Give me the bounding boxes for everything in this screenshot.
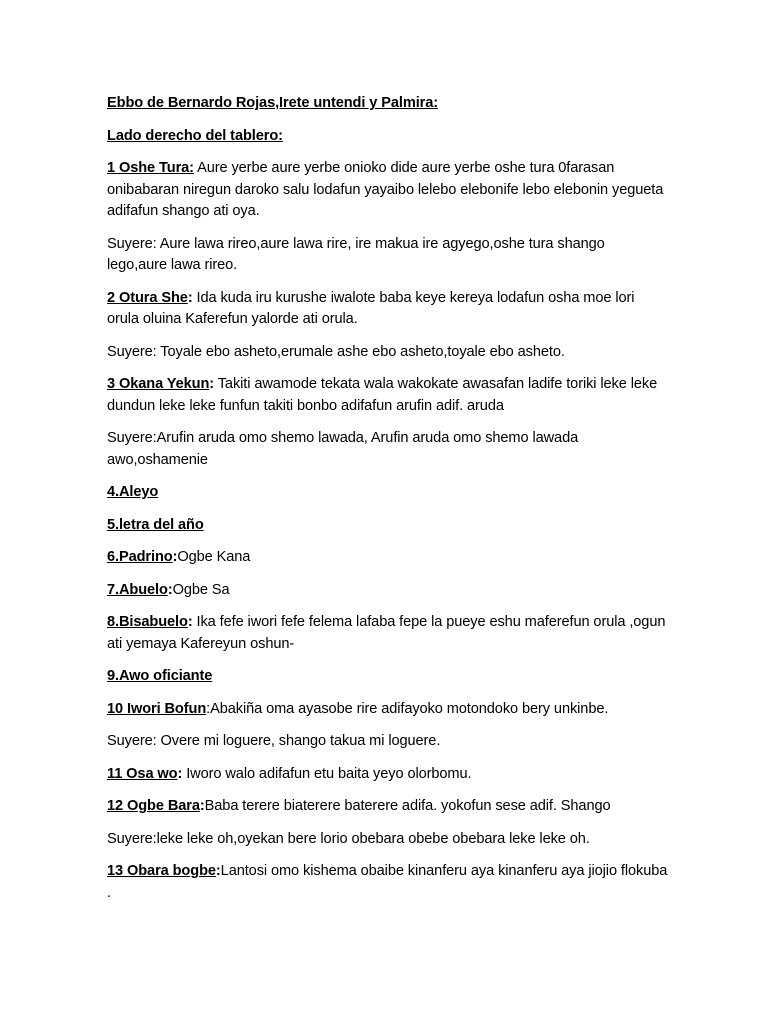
item-text: Ika fefe iwori fefe felema lafaba fepe la pueye eshu maferefun orula ,ogun ati yemaya Kafereyun oshun- [107,614,666,652]
paragraph-awo-oficiante [107,666,668,688]
item-text: Baba terere biaterere baterere adifa. yokofun sese adif. Shango [204,798,611,814]
item-label: 9.Awo oficiante [107,668,213,684]
item-text: Ida kuda iru kurushe iwalote baba keye kereya lodafun osha moe lori orula oluina Kaferefun yalorde ati orula. [107,289,635,327]
item-colon: : [167,581,173,598]
paragraph-oshe-tura [107,158,668,223]
item-label: 13 Obara bogbe [107,863,216,879]
item-colon: : [215,863,221,879]
section-heading [107,126,668,148]
item-text: Iworo walo adifafun etu baita yeyo olorbomu. [182,765,472,782]
paragraph-bisabuelo [107,612,668,655]
paragraph-suyere [107,234,668,277]
item-text: Suyere: Overe mi loguere, shango takua mi loguere. [107,733,441,749]
paragraph-suyere [107,829,668,851]
item-colon: : [187,614,193,630]
paragraph-abuelo [107,580,668,602]
item-label: 1 Oshe Tura: [107,160,194,176]
item-colon: : [172,549,178,565]
paragraph-suyere [107,342,668,364]
item-colon: : [187,289,193,306]
item-label: 6.Padrino [107,549,173,565]
section-text: Lado derecho del tablero: [107,127,283,144]
item-text: Lantosi omo kishema obaibe kinanferu aya kinanferu aya jiojio flokuba . [107,863,668,901]
paragraph-osa-wo [107,764,668,786]
item-label: 12 Ogbe Bara [107,798,200,814]
item-text: Ogbe Kana [177,549,251,565]
item-text: Aure yerbe aure yerbe onioko dide aure yerbe oshe tura 0farasan onibabaran niregun daroko salu lodafun yayaibo lelebo elebonife lebo elebonin yegueta adifafun shango ati oya. [107,160,664,219]
item-label: 5.letra del año [107,516,204,533]
item-label: 11 Osa wo [107,765,178,782]
item-label: 2 Otura She [107,289,188,306]
paragraph-obara-bogbe [107,861,668,904]
paragraph-iwori-bofun [107,699,668,721]
item-text: Suyere:Arufin aruda omo shemo lawada, Arufin aruda omo shemo lawada awo,oshamenie [107,430,579,468]
paragraph-letra-del-ano [107,515,668,537]
paragraph-ogbe-bara [107,796,668,818]
document-title [107,93,668,115]
item-text: Ogbe Sa [172,581,230,598]
paragraph-okana-yekun [107,374,668,417]
item-colon: : [209,376,215,392]
paragraph-aleyo [107,482,668,504]
item-label: 3 Okana Yekun [107,376,210,392]
paragraph-padrino [107,547,668,569]
item-label: 8.Bisabuelo [107,614,188,630]
item-text: Suyere:leke leke oh,oyekan bere lorio obebara obebe obebara leke leke oh. [107,830,590,847]
item-colon: : [177,765,183,782]
item-text: Suyere: Toyale ebo asheto,erumale ashe ebo asheto,toyale ebo asheto. [107,343,565,360]
title-text: Ebbo de Bernardo Rojas,Irete untendi y Palmira: [107,95,439,111]
item-label: 4.Aleyo [107,484,159,500]
item-colon: : [199,798,205,814]
paragraph-suyere [107,428,668,471]
paragraph-suyere [107,731,668,753]
item-text: Takiti awamode tekata wala wakokate awasafan ladife toriki leke leke dundun leke leke funfun takiti bonbo adifafun arufin adif. aruda [107,376,658,414]
item-text: Suyere: Aure lawa rireo,aure lawa rire, ire makua ire agyego,oshe tura shango lego,aure lawa rireo. [107,235,605,273]
item-text: :Abakiña oma ayasobe rire adifayoko motondoko bery unkinbe. [206,700,609,717]
item-label: 7.Abuelo [107,581,168,598]
paragraph-otura-she [107,288,668,331]
item-label: 10 Iwori Bofun [107,700,207,717]
